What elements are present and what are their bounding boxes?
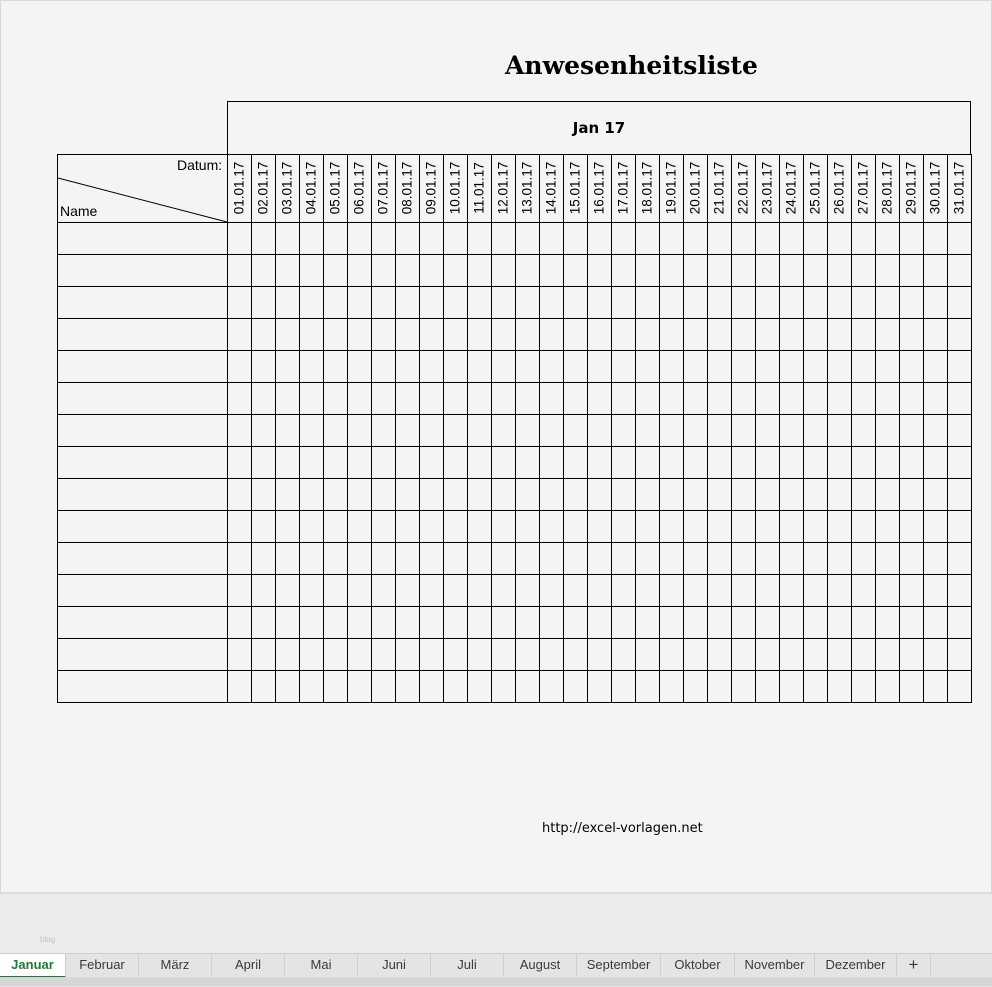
date-header-label: 12.01.17 — [495, 161, 511, 215]
date-header-cell[interactable] — [515, 155, 539, 221]
date-header-cell[interactable] — [299, 155, 323, 221]
date-header-cell[interactable] — [395, 155, 419, 221]
date-header-label: 28.01.17 — [879, 161, 895, 215]
date-header-label: 03.01.17 — [279, 161, 295, 215]
date-header-cell[interactable] — [251, 155, 275, 221]
name-column-label: Name — [60, 203, 98, 219]
sheet-tab-juli[interactable]: Juli — [431, 954, 504, 976]
date-header-label: 14.01.17 — [543, 161, 559, 215]
date-header-label: 19.01.17 — [663, 161, 679, 215]
sheet-tab-april[interactable]: April — [212, 954, 285, 976]
sheet-tab-november[interactable]: November — [735, 954, 815, 976]
sheet-tab-mai[interactable]: Mai — [285, 954, 358, 976]
date-header-label: 10.01.17 — [447, 161, 463, 215]
date-header-cell[interactable] — [611, 155, 635, 221]
footer-link[interactable]: http://excel-vorlagen.net — [542, 821, 703, 836]
date-header-cell[interactable] — [227, 155, 251, 221]
watermark-text: blog — [40, 935, 56, 944]
date-header-label: 18.01.17 — [639, 161, 655, 215]
date-header-cell[interactable] — [539, 155, 563, 221]
sheet-tab-september[interactable]: September — [577, 954, 661, 976]
sheet-tab-dezember[interactable]: Dezember — [815, 954, 897, 976]
date-header-label: 30.01.17 — [927, 161, 943, 215]
date-header-label: 20.01.17 — [687, 161, 703, 215]
date-header-label: 17.01.17 — [615, 161, 631, 215]
date-header-label: 04.01.17 — [303, 161, 319, 215]
date-header-cell[interactable] — [779, 155, 803, 221]
sheet-toolbar-strip — [0, 893, 992, 954]
date-header-label: 21.01.17 — [711, 161, 727, 215]
date-header-label: 02.01.17 — [255, 161, 271, 215]
date-header-cell[interactable] — [875, 155, 899, 221]
date-header-label: 26.01.17 — [831, 161, 847, 215]
datum-label: Datum: — [177, 157, 223, 173]
date-header-cell[interactable] — [371, 155, 395, 221]
date-header-cell[interactable] — [803, 155, 827, 221]
date-header-label: 16.01.17 — [591, 161, 607, 215]
date-header-label: 22.01.17 — [735, 161, 751, 215]
date-header-label: 08.01.17 — [399, 161, 415, 215]
month-label: Jan 17 — [572, 119, 626, 137]
date-header-cell[interactable] — [587, 155, 611, 221]
date-header-label: 01.01.17 — [231, 161, 247, 215]
date-header-cell[interactable] — [731, 155, 755, 221]
sheet-tab-märz[interactable]: März — [139, 954, 212, 976]
date-header-label: 23.01.17 — [759, 161, 775, 215]
date-header-label: 13.01.17 — [519, 161, 535, 215]
date-header-cell[interactable] — [467, 155, 491, 221]
add-sheet-button[interactable]: + — [897, 954, 931, 976]
sheet-tab-februar[interactable]: Februar — [66, 954, 139, 976]
date-header-label: 27.01.17 — [855, 161, 871, 215]
date-header-cell[interactable] — [851, 155, 875, 221]
sheet-tab-juni[interactable]: Juni — [358, 954, 431, 976]
sheet-tab-oktober[interactable]: Oktober — [661, 954, 735, 976]
sheet-tab-august[interactable]: August — [504, 954, 577, 976]
date-header-cell[interactable] — [923, 155, 947, 221]
date-header-label: 09.01.17 — [423, 161, 439, 215]
tab-bar-bottom-edge — [0, 977, 992, 986]
date-header-cell[interactable] — [947, 155, 971, 221]
sheet-title: Anwesenheitsliste — [505, 51, 758, 80]
date-header-label: 07.01.17 — [375, 161, 391, 215]
date-header-cell[interactable] — [491, 155, 515, 221]
date-header-cell[interactable] — [899, 155, 923, 221]
date-header-label: 25.01.17 — [807, 161, 823, 215]
date-header-cell[interactable] — [419, 155, 443, 221]
date-header-label: 06.01.17 — [351, 161, 367, 215]
date-header-cell[interactable] — [683, 155, 707, 221]
date-header-cell[interactable] — [659, 155, 683, 221]
date-header-cell[interactable] — [563, 155, 587, 221]
date-header-label: 29.01.17 — [903, 161, 919, 215]
date-header-label: 11.01.17 — [471, 162, 487, 214]
date-header-cell[interactable] — [323, 155, 347, 221]
date-header-cell[interactable] — [827, 155, 851, 221]
date-header-cell[interactable] — [635, 155, 659, 221]
sheet-tab-januar[interactable]: Januar — [0, 954, 66, 978]
date-header-cell[interactable] — [275, 155, 299, 221]
date-header-cell[interactable] — [443, 155, 467, 221]
date-header-cell[interactable] — [707, 155, 731, 221]
date-header-cell[interactable] — [347, 155, 371, 221]
date-header-label: 05.01.17 — [327, 161, 343, 215]
date-header-label: 15.01.17 — [567, 161, 583, 215]
date-header-cell[interactable] — [755, 155, 779, 221]
attendance-grid[interactable] — [1, 1, 992, 894]
date-header-label: 31.01.17 — [951, 161, 967, 215]
date-header-label: 24.01.17 — [783, 161, 799, 215]
